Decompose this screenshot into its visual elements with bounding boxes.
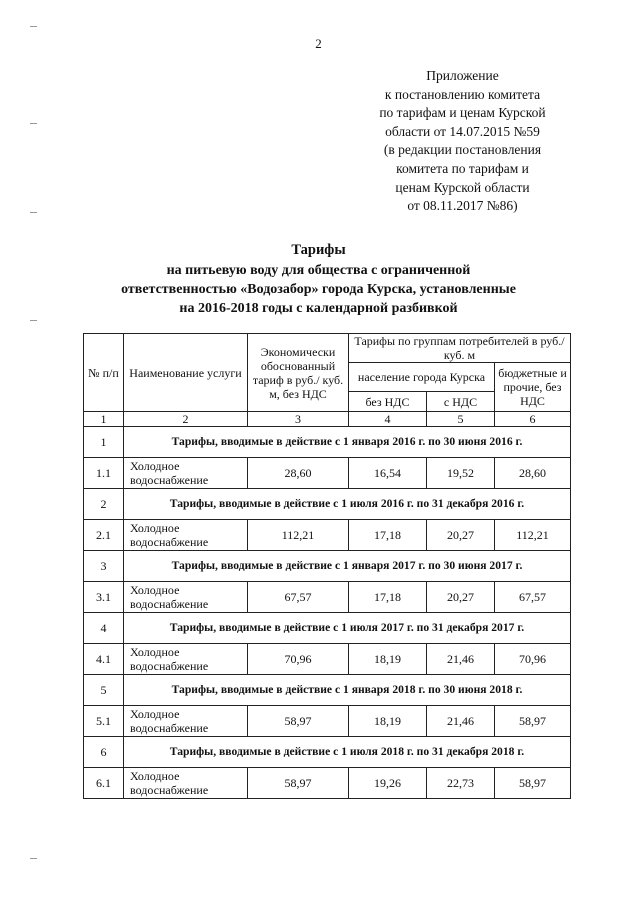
row-num: 1.1 bbox=[84, 458, 124, 489]
budget-value: 58,97 bbox=[495, 768, 571, 799]
period-num: 6 bbox=[84, 737, 124, 768]
economic-tariff-value: 58,97 bbox=[248, 706, 349, 737]
document-title bbox=[0, 241, 637, 318]
header-no-vat: без НДС bbox=[349, 392, 427, 412]
appendix-line: Приложение bbox=[426, 68, 499, 83]
period-row bbox=[84, 551, 571, 582]
tariffs-table bbox=[83, 333, 571, 799]
header-service: Наименование услуги bbox=[124, 334, 248, 412]
budget-value: 112,21 bbox=[495, 520, 571, 551]
header-consumer-groups: Тарифы по группам потребителей в руб./ куб. м bbox=[349, 334, 571, 363]
margin-mark bbox=[30, 320, 37, 321]
table-row bbox=[84, 644, 571, 675]
economic-tariff-value: 28,60 bbox=[248, 458, 349, 489]
table-row bbox=[84, 458, 571, 489]
margin-mark bbox=[30, 123, 37, 124]
service-name: Холодное водоснабжение bbox=[124, 768, 248, 799]
title-line: ответственностью «Водозабор» города Курска, установленные bbox=[121, 282, 516, 297]
appendix-note bbox=[360, 67, 565, 216]
population-no-vat-value: 18,19 bbox=[349, 644, 427, 675]
period-row bbox=[84, 613, 571, 644]
column-number: 2 bbox=[124, 412, 248, 427]
period-title: Тарифы, вводимые в действие с 1 января 2018 г. по 30 июня 2018 г. bbox=[124, 675, 571, 706]
table-row bbox=[84, 520, 571, 551]
period-num: 5 bbox=[84, 675, 124, 706]
appendix-line: ценам Курской области bbox=[395, 179, 530, 195]
title-line: на питьевую воду для общества с ограниченной bbox=[166, 263, 471, 278]
header-budget: бюджетные и прочие, без НДС bbox=[495, 363, 571, 412]
row-num: 6.1 bbox=[84, 768, 124, 799]
title-main: Тарифы bbox=[291, 242, 346, 258]
population-with-vat-value: 22,73 bbox=[427, 768, 495, 799]
column-number: 1 bbox=[84, 412, 124, 427]
page-number: 2 bbox=[315, 36, 322, 51]
service-name: Холодное водоснабжение bbox=[124, 644, 248, 675]
period-row bbox=[84, 489, 571, 520]
period-row bbox=[84, 675, 571, 706]
appendix-line: по тарифам и ценам Курской bbox=[379, 105, 546, 121]
period-title: Тарифы, вводимые в действие с 1 января 2017 г. по 30 июня 2017 г. bbox=[124, 551, 571, 582]
period-num: 2 bbox=[84, 489, 124, 520]
margin-mark bbox=[30, 858, 37, 859]
header-population: население города Курска bbox=[349, 363, 495, 392]
row-num: 2.1 bbox=[84, 520, 124, 551]
period-row bbox=[84, 427, 571, 458]
column-number: 6 bbox=[495, 412, 571, 427]
margin-mark bbox=[30, 26, 37, 27]
header-num: № п/п bbox=[84, 334, 124, 412]
population-no-vat-value: 17,18 bbox=[349, 520, 427, 551]
column-number: 5 bbox=[427, 412, 495, 427]
appendix-line: комитета по тарифам и bbox=[396, 160, 529, 176]
title-line: на 2016-2018 годы с календарной разбивкой bbox=[179, 301, 458, 316]
period-title: Тарифы, вводимые в действие с 1 июля 2016 г. по 31 декабря 2016 г. bbox=[124, 489, 571, 520]
period-row bbox=[84, 737, 571, 768]
row-num: 3.1 bbox=[84, 582, 124, 613]
population-with-vat-value: 21,46 bbox=[427, 706, 495, 737]
period-title: Тарифы, вводимые в действие с 1 января 2016 г. по 30 июня 2016 г. bbox=[124, 427, 571, 458]
period-num: 1 bbox=[84, 427, 124, 458]
economic-tariff-value: 58,97 bbox=[248, 768, 349, 799]
economic-tariff-value: 67,57 bbox=[248, 582, 349, 613]
column-number: 4 bbox=[349, 412, 427, 427]
service-name: Холодное водоснабжение bbox=[124, 458, 248, 489]
row-num: 4.1 bbox=[84, 644, 124, 675]
economic-tariff-value: 112,21 bbox=[248, 520, 349, 551]
economic-tariff-value: 70,96 bbox=[248, 644, 349, 675]
appendix-line: области от 14.07.2015 №59 bbox=[385, 123, 540, 139]
header-economic-tariff: Экономически обоснованный тариф в руб./ куб. м, без НДС bbox=[248, 334, 349, 412]
population-no-vat-value: 18,19 bbox=[349, 706, 427, 737]
budget-value: 67,57 bbox=[495, 582, 571, 613]
period-title: Тарифы, вводимые в действие с 1 июля 2018 г. по 31 декабря 2018 г. bbox=[124, 737, 571, 768]
table-row bbox=[84, 768, 571, 799]
population-no-vat-value: 16,54 bbox=[349, 458, 427, 489]
period-num: 4 bbox=[84, 613, 124, 644]
appendix-line: (в редакции постановления bbox=[383, 142, 542, 158]
period-num: 3 bbox=[84, 551, 124, 582]
population-with-vat-value: 19,52 bbox=[427, 458, 495, 489]
service-name: Холодное водоснабжение bbox=[124, 520, 248, 551]
budget-value: 28,60 bbox=[495, 458, 571, 489]
population-with-vat-value: 21,46 bbox=[427, 644, 495, 675]
margin-mark bbox=[30, 212, 37, 213]
row-num: 5.1 bbox=[84, 706, 124, 737]
service-name: Холодное водоснабжение bbox=[124, 582, 248, 613]
appendix-line: от 08.11.2017 №86) bbox=[407, 198, 518, 214]
period-title: Тарифы, вводимые в действие с 1 июля 2017 г. по 31 декабря 2017 г. bbox=[124, 613, 571, 644]
table-row bbox=[84, 706, 571, 737]
population-no-vat-value: 19,26 bbox=[349, 768, 427, 799]
table-row bbox=[84, 582, 571, 613]
appendix-line: к постановлению комитета bbox=[384, 86, 541, 102]
budget-value: 70,96 bbox=[495, 644, 571, 675]
column-number: 3 bbox=[248, 412, 349, 427]
population-with-vat-value: 20,27 bbox=[427, 520, 495, 551]
population-no-vat-value: 17,18 bbox=[349, 582, 427, 613]
header-with-vat: с НДС bbox=[427, 392, 495, 412]
service-name: Холодное водоснабжение bbox=[124, 706, 248, 737]
population-with-vat-value: 20,27 bbox=[427, 582, 495, 613]
budget-value: 58,97 bbox=[495, 706, 571, 737]
